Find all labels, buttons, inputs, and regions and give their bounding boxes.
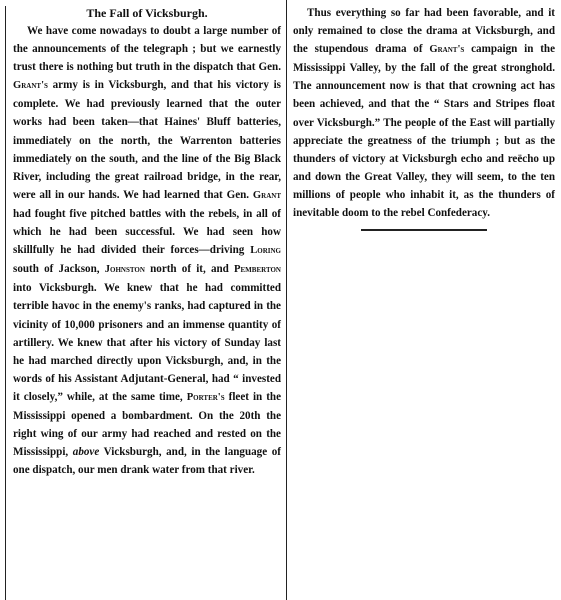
- text-run: campaign in the Mississippi Valley, by the fall of the great stronghold. The announcement now is that that crowning act has been achieved, and that the “ Stars and Stripes float over Vicksburgh.” The people of the East will partially appreciate the greatness of the triumph ; but as the thunders of victory at Vicksburgh echo and reëcho up and down the Great Valley, they will seem, to the ten millions of people who inhabit it, as the thunders of inevitable doom to the rebel Confederacy.: [293, 43, 556, 220]
- name-pemberton: Pemberton: [234, 264, 281, 276]
- text-run: We have come nowadays to doubt a large number of the announcements of the telegraph ; but we earnestly trust there is nothing but truth in the dispatch that Gen.: [13, 25, 281, 74]
- text-run: Thus everything so far had been favorable, and it only remained to close the drama at Vicksburgh, and the stupendous drama of: [293, 7, 555, 56]
- name-grant: Grant's: [13, 80, 48, 92]
- end-of-article-rule: [293, 226, 555, 234]
- name-porter: Porter's: [186, 391, 225, 403]
- article-paragraph-2: [293, 4, 555, 222]
- article-paragraph-1: [13, 22, 281, 479]
- article-title: The Fall of Vicksburgh.: [86, 6, 208, 20]
- text-run: north of it, and: [144, 263, 235, 276]
- text-run: south of Jackson,: [13, 263, 105, 276]
- name-loring: Loring: [250, 245, 281, 257]
- text-run: Vicksburgh, and, in the language of one dispatch, our men drank water from that river.: [13, 446, 281, 477]
- text-run: had fought five pitched battles with the rebels, in all of which he had been successful. We had seen how skillfully he had divided their forces—driving: [13, 207, 281, 257]
- name-johnston: Johnston: [104, 264, 145, 276]
- text-run: into Vicksburgh. We knew that he had committed terrible havoc in the enemy's ranks, had captured in the vicinity of 10,000 prisoners and an immense quantity of artillery. We knew that after his victory of Sunday last he had marched directly upon Vicksburgh, and, in the words of his Assistant Adjutant-General, had “ invested it closely,” while, at the same time,: [13, 282, 281, 403]
- text-run: fleet in the Mississippi opened a bombardment. On the 20th the right wing of our army had reached and rested on the Mississippi,: [13, 390, 281, 459]
- left-column-rule: [5, 6, 6, 600]
- emphasis-above: above: [72, 446, 100, 459]
- article-column-left: [13, 4, 281, 479]
- name-grant: Grant's: [429, 44, 465, 56]
- article-column-right: [293, 4, 555, 234]
- name-grant: Grant: [252, 189, 281, 201]
- end-rule-bar: [361, 229, 487, 231]
- text-run: army is in Vicksburgh, and that his victory is complete. We had previously learned that the outer works had been taken—that Haines' Bluff batteries, immediately on the north, the Warrenton batteries immediately on the south, and the line of the Big Black River, including the great railroad bridge, in the rear, were all in our hands. We had learned that Gen.: [13, 79, 281, 201]
- column-divider: [286, 0, 287, 600]
